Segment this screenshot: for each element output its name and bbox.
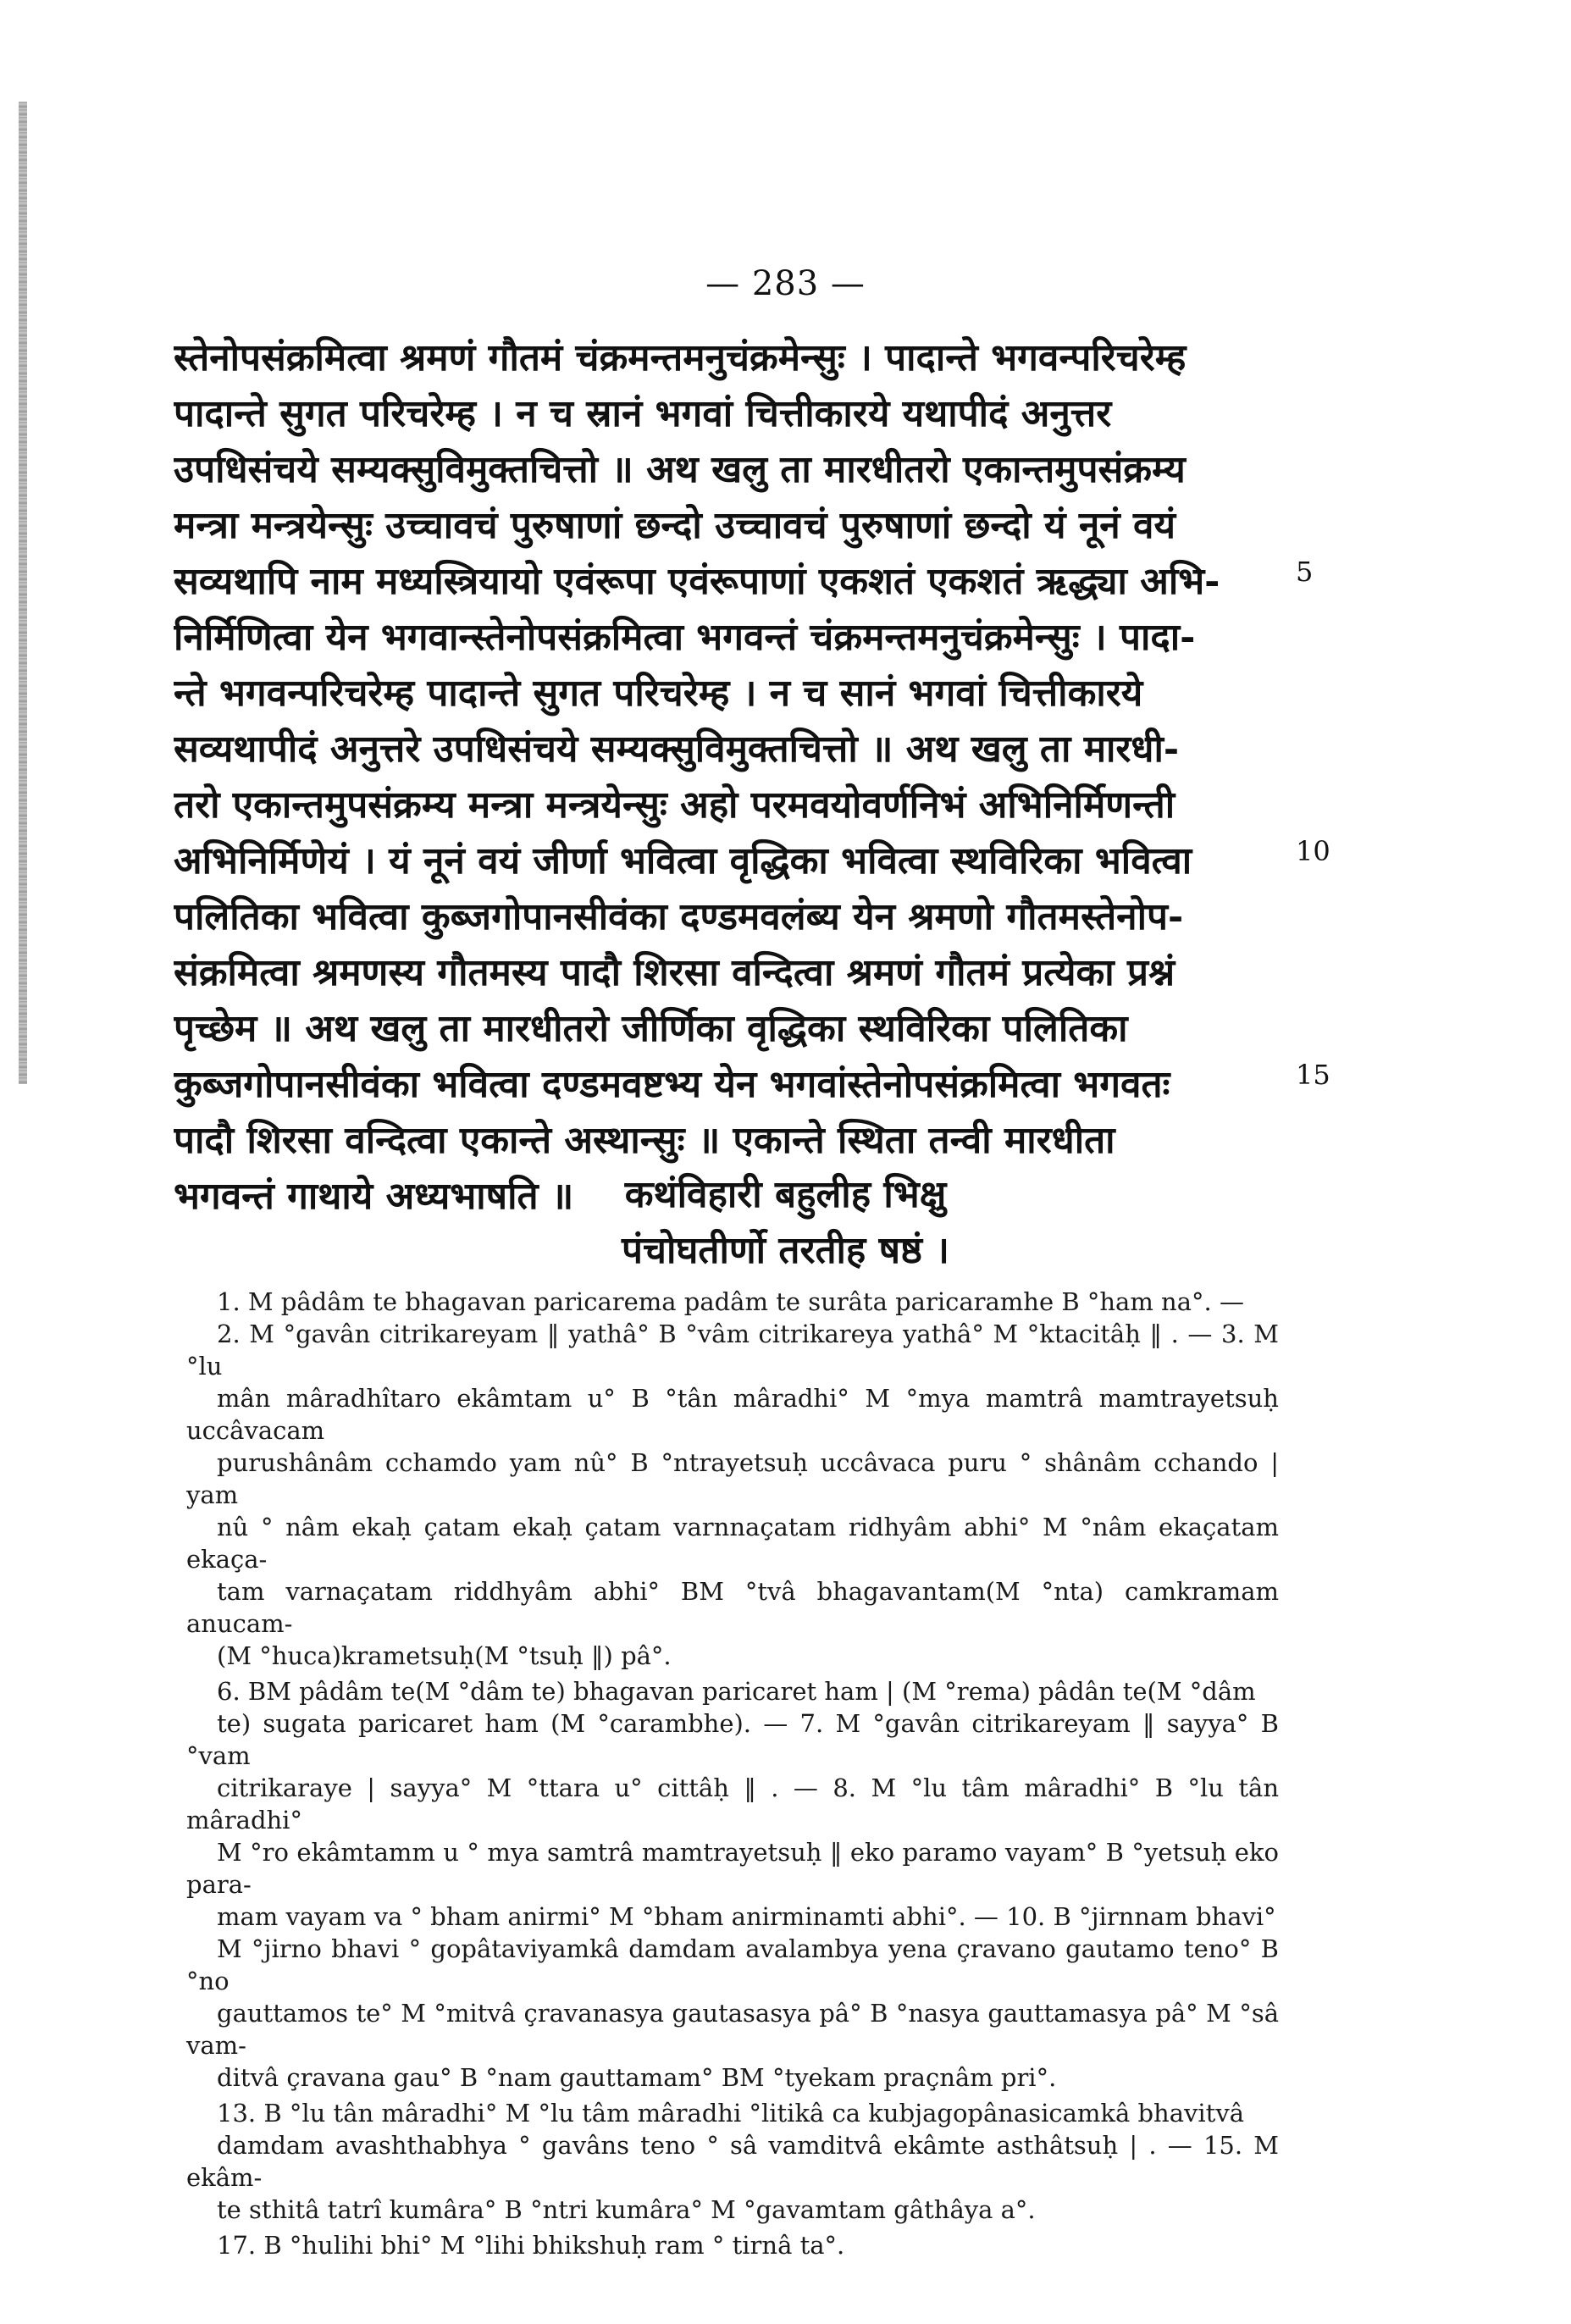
sanskrit-line: सव्यथापीदं अनुत्तरे उपधिसंचये सम्यक्सुविमुक्तचित्तो ॥ अथ खलु ता मारधी- bbox=[174, 728, 1180, 771]
sanskrit-line: कुब्जगोपानसीवंका भवित्वा दण्डमवष्टभ्य येन भगवांस्तेनोपसंक्रमित्वा भगवतः bbox=[174, 1063, 1170, 1106]
footnote-line: damdam avashthabhya ° gavâns teno ° sâ vamditvâ ekâmte asthâtsuḥ | . — 15. M ekâm- bbox=[186, 2131, 1279, 2192]
footnote-line: nû ° nâm ekaḥ çatam ekaḥ çatam varnnaçatam ridhyâm abhi° M °nâm ekaçatam ekaça- bbox=[186, 1513, 1279, 1574]
sanskrit-line: निर्मिणित्वा येन भगवान्स्तेनोपसंक्रमित्वा भगवन्तं चंक्रमन्तमनुचंक्रमेन्सुः । पादा- bbox=[174, 616, 1196, 659]
footnote-line: M °jirno bhavi ° gopâtaviyamkâ damdam avalambya yena çravano gautamo teno° B °no bbox=[186, 1934, 1279, 1995]
footnote-line: 2. M °gavân citrikareyam ‖ yathâ° B °vâm citrikareya yathâ° M °ktacitâḥ ‖ . — 3. M °lu bbox=[186, 1320, 1279, 1381]
sanskrit-line: सव्यथापि नाम मध्यस्त्रियायो एवंरूपा एवंरूपाणां एकशतं एकशतं ऋद्ध्या अभि- bbox=[174, 560, 1220, 603]
footnote-line: mân mâradhîtaro ekâmtam u° B °tân mâradhi° M °mya mamtrâ mamtrayetsuḥ uccâvacam bbox=[186, 1384, 1279, 1445]
sanskrit-line: न्ते भगवन्परिचरेम्ह पादान्ते सुगत परिचरेम्ह । न च सानं भगवां चित्तीकारये bbox=[174, 672, 1143, 715]
footnotes bbox=[186, 1286, 1279, 2265]
verse-line: पंचोघतीर्णो तरतीह षष्ठं । bbox=[622, 1229, 949, 1272]
sanskrit-line: पलितिका भवित्वा कुब्जगोपानसीवंका दण्डमवलंब्य येन श्रमणो गौतमस्तेनोप- bbox=[174, 895, 1184, 938]
footnote-line: (M °huca)krametsuḥ(M °tsuḥ ‖) pâ°. bbox=[217, 1641, 672, 1670]
footnote-line: te sthitâ tatrî kumâra° B °ntri kumâra° M °gavamtam gâthâya a°. bbox=[217, 2195, 1036, 2224]
margin-line-number: 5 bbox=[1296, 556, 1314, 588]
sanskrit-line: पृच्छेम ॥ अथ खलु ता मारधीतरो जीर्णिका वृद्धिका स्थविरिका पलितिका bbox=[174, 1007, 1128, 1050]
footnote-line: ditvâ çravana gau° B °nam gauttamam° BM °tyekam praçnâm pri°. bbox=[217, 2063, 1057, 2092]
sanskrit-line: अभिनिर्मिणेयं । यं नूनं वयं जीर्णा भवित्वा वृद्धिका भवित्वा स्थविरिका भवित्वा bbox=[174, 839, 1192, 883]
sanskrit-line: उपधिसंचये सम्यक्सुविमुक्तचित्तो ॥ अथ खलु ता मारधीतरो एकान्तमुपसंक्रम्य bbox=[174, 448, 1186, 491]
page-binding-edge bbox=[19, 102, 27, 1084]
sanskrit-line: तरो एकान्तमुपसंक्रम्य मन्त्रा मन्त्रयेन्सुः अहो परमवयोवर्णनिभं अभिनिर्मिणन्ती bbox=[174, 783, 1175, 827]
footnote-line: tam varnaçatam riddhyâm abhi° BM °tvâ bhagavantam(M °nta) camkramam anucam- bbox=[186, 1577, 1279, 1638]
verse-line: कथंविहारी बहुलीह भिक्षु bbox=[624, 1173, 947, 1216]
footnote-line: citrikaraye | sayya° M °ttara u° cittâḥ ‖ . — 8. M °lu tâm mâradhi° B °lu tân mâradhi° bbox=[186, 1773, 1279, 1834]
footnote-entry bbox=[186, 1675, 1279, 2094]
footnote-line: gauttamos te° M °mitvâ çravanasya gautasasya pâ° B °nasya gauttamasya pâ° M °sâ vam- bbox=[186, 1999, 1279, 2060]
page-number: — 283 — bbox=[705, 264, 866, 303]
footnote-line: M °ro ekâmtamm u ° mya samtrâ mamtrayetsuḥ ‖ eko paramo vayam° B °yetsuḥ eko para- bbox=[186, 1838, 1279, 1899]
footnote-line: 6. BM pâdâm te(M °dâm te) bhagavan paricaret ham | (M °rema) pâdân te(M °dâm bbox=[217, 1677, 1256, 1706]
footnote-line: 1. M pâdâm te bhagavan paricarema padâm te surâta paricaramhe B °ham na°. — bbox=[217, 1287, 1244, 1316]
footnote-line: te) sugata paricaret ham (M °carambhe). — 7. M °gavân citrikareyam ‖ sayya° B °vam bbox=[186, 1709, 1279, 1770]
margin-line-number: 15 bbox=[1296, 1059, 1330, 1091]
footnote-line: purushânâm cchamdo yam nû° B °ntrayetsuḥ uccâvaca puru ° shânâm cchando | yam bbox=[186, 1448, 1279, 1509]
footnote-line: 13. B °lu tân mâradhi° M °lu tâm mâradhi °litikâ ca kubjagopânasicamkâ bhavitvâ bbox=[217, 2099, 1245, 2128]
footnote-line: 17. B °hulihi bhi° M °lihi bhikshuḥ ram ° tirnâ ta°. bbox=[217, 2231, 845, 2260]
footnote-entry bbox=[186, 2097, 1279, 2226]
sanskrit-text-block bbox=[174, 330, 1300, 1225]
sanskrit-line: पादान्ते सुगत परिचरेम्ह । न च स्रानं भगवां चित्तीकारये यथापीदं अनुत्तर bbox=[174, 392, 1112, 435]
sanskrit-line: मन्त्रा मन्त्रयेन्सुः उच्चावचं पुरुषाणां छन्दो उच्चावचं पुरुषाणां छन्दो यं नूनं वयं bbox=[174, 504, 1176, 547]
sanskrit-line: पादौ शिरसा वन्दित्वा एकान्ते अस्थान्सुः ॥ एकान्ते स्थिता तन्वी मारधीता bbox=[174, 1119, 1115, 1162]
sanskrit-line: भगवन्तं गाथाये अध्यभाषति ॥ bbox=[174, 1175, 574, 1218]
footnote-line: mam vayam va ° bham anirmi° M °bham anirminamti abhi°. — 10. B °jirnnam bhavi° bbox=[217, 1902, 1276, 1931]
sanskrit-line: संक्रमित्वा श्रमणस्य गौतमस्य पादौ शिरसा वन्दित्वा श्रमणं गौतमं प्रत्येका प्रश्नं bbox=[174, 951, 1175, 994]
sanskrit-line: स्तेनोपसंक्रमित्वा श्रमणं गौतमं चंक्रमन्तमनुचंक्रमेन्सुः । पादान्ते भगवन्परिचरेम्ह bbox=[174, 336, 1187, 379]
footnote-entry bbox=[186, 1286, 1279, 1672]
footnote-entry bbox=[186, 2229, 1279, 2261]
margin-line-number: 10 bbox=[1296, 835, 1330, 867]
verse-block bbox=[0, 1167, 1571, 1279]
